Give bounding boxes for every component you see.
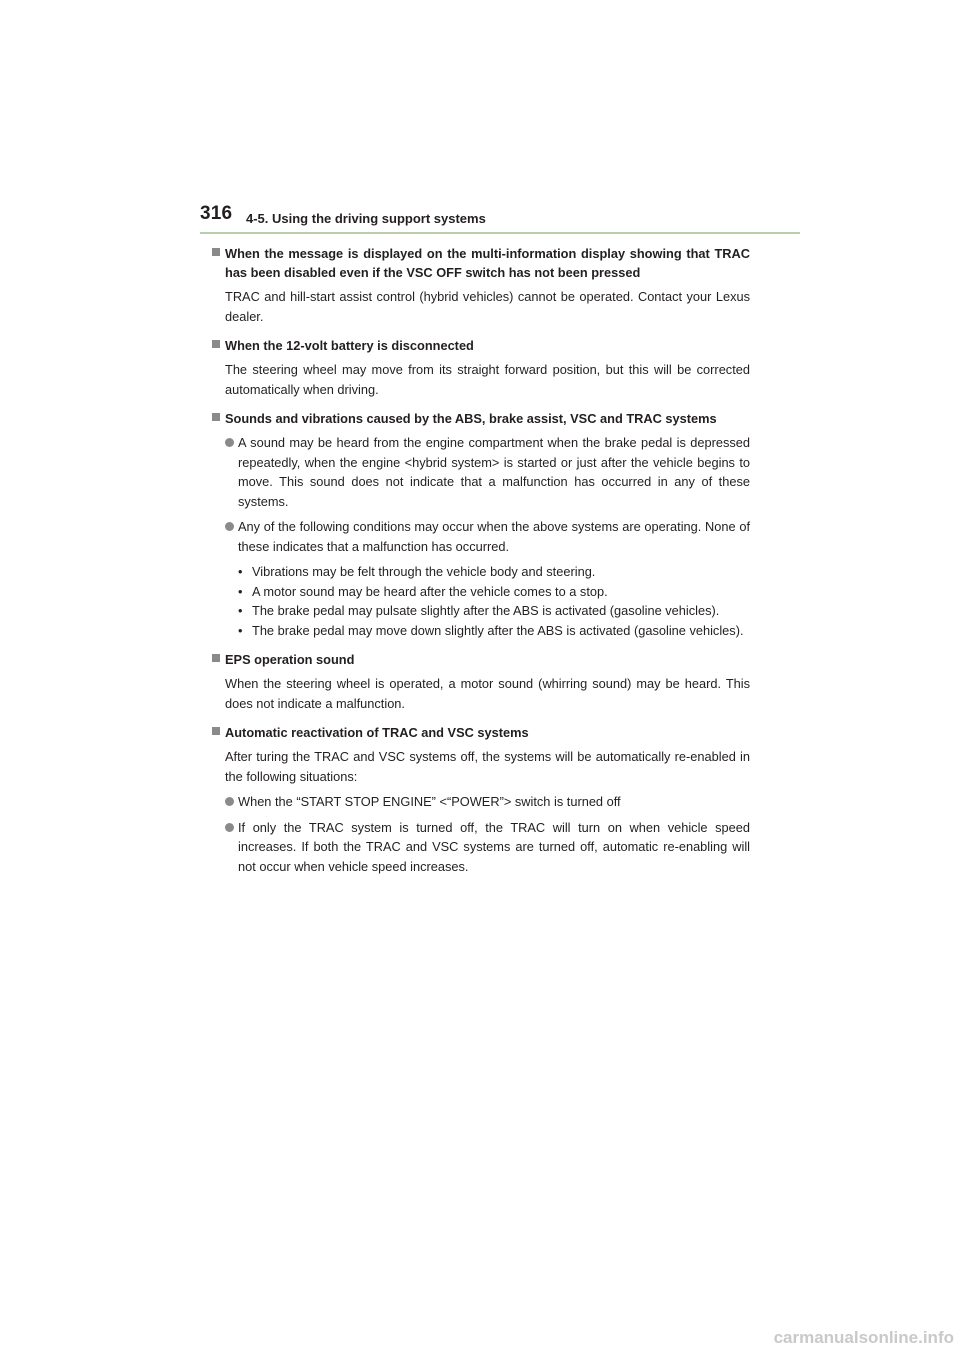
sub-bullet-marker: • [238,603,243,618]
round-bullet-icon [225,522,234,531]
sub-bullet-marker: • [238,564,243,579]
square-bullet-icon [212,340,220,348]
section-heading: When the 12-volt battery is disconnected [212,336,750,355]
section-paragraph: TRAC and hill-start assist control (hybrid vehicles) cannot be operated. Contact your Lexus dealer. [225,289,750,324]
header-divider [200,232,800,234]
square-bullet-icon [212,248,220,256]
section-sounds-vibrations [212,409,750,640]
round-bullet-icon [225,438,234,447]
section-eps-sound [212,650,750,713]
sub-list-item: • Vibrations may be felt through the vehicle body and steering. [212,562,750,582]
sub-bullet-marker: • [238,622,243,638]
sub-list-item: • A motor sound may be heard after the vehicle comes to a stop. [212,582,750,602]
section-title: 4-5. Using the driving support systems [246,211,486,226]
list-item: Any of the following conditions may occur when the above systems are operating. None of these indicates that a malfunction has occurred. • Vibrations may be felt through the vehicle body and steering. • A motor sound may be heard after the vehicle comes to a stop. • The brake pedal may pulsate slightly after the ABS is activated (gasoline vehicles). • The brake pedal may move down slightly after the ABS is activated (gasoline vehicles). [212,517,750,640]
round-bullet-icon [225,797,234,806]
section-heading: When the message is displayed on the multi-information display showing that TRAC has been disabled even if the VSC OFF switch has not been pressed [212,244,750,282]
list-item: A sound may be heard from the engine compartment when the brake pedal is depressed repeatedly, when the engine <hybrid system> is started or just after the vehicle begins to move. This sound does not indicate that a malfunction has occurred in any of these systems. [212,433,750,511]
page-header [200,203,800,235]
section-automatic-reactivation [212,723,750,876]
section-trac-disabled-message [212,244,750,326]
section-battery-disconnected [212,336,750,399]
section-paragraph: When the steering wheel is operated, a motor sound (whirring sound) may be heard. This does not indicate a malfunction. [225,676,750,711]
square-bullet-icon [212,413,220,421]
section-heading: Automatic reactivation of TRAC and VSC systems [212,723,750,742]
list-item: When the “START STOP ENGINE” <“POWER”> switch is turned off [212,792,750,812]
sub-list-item: • The brake pedal may move down slightly after the ABS is activated (gasoline vehicles). [212,621,750,641]
sub-bullet-marker: • [238,583,243,599]
section-heading: Sounds and vibrations caused by the ABS, brake assist, VSC and TRAC systems [212,409,750,428]
page-content [212,244,750,886]
page-number: 316 [200,203,233,224]
list-item: If only the TRAC system is turned off, the TRAC will turn on when vehicle speed increases. If both the TRAC and VSC systems are turned off, automatic re-enabling will not occur when vehicle speed increases. [212,818,750,877]
sub-list-item: • The brake pedal may pulsate slightly after the ABS is activated (gasoline vehicles). [212,601,750,621]
watermark-link[interactable]: carmanualsonline.info [773,1328,954,1347]
section-paragraph: The steering wheel may move from its straight forward position, but this will be corrected automatically when driving. [225,362,750,397]
section-paragraph: After turing the TRAC and VSC systems off, the systems will be automatically re-enabled in the following situations: [225,749,750,784]
section-heading: EPS operation sound [212,650,750,669]
square-bullet-icon [212,727,220,735]
sub-list [238,562,750,640]
square-bullet-icon [212,654,220,662]
round-bullet-icon [225,823,234,832]
